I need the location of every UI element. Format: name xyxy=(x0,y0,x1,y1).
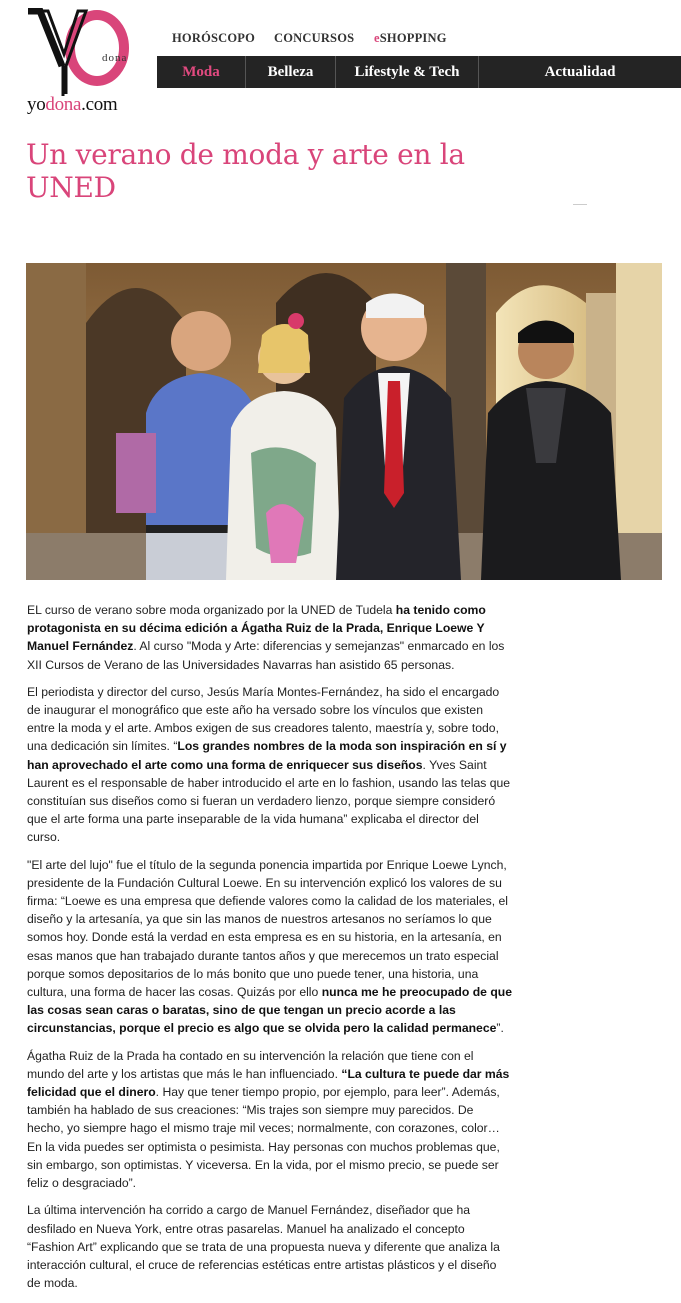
top-link-eshopping[interactable]: eSHOPPING xyxy=(374,31,447,45)
nav-item-lifestyle-tech[interactable]: Lifestyle & Tech xyxy=(336,56,479,88)
article-body xyxy=(27,601,512,1301)
site-logo[interactable] xyxy=(26,8,136,118)
nav-item-moda[interactable]: Moda xyxy=(157,56,246,88)
logo-site-name: yodona.com xyxy=(27,94,118,115)
divider xyxy=(573,204,587,205)
article-paragraph: "El arte del lujo" fue el título de la segunda ponencia impartida por Enrique Loewe Lynch, presidente de la Fundación Cultural Loewe. En su intervención explicó los valores de su firma: “Loewe es una empresa que defiende valores como la calidad de los materiales, el diseño y la artesanía, ya que sin las manos de nuestros artesanos no seríamos lo que somos hoy. Donde está la verdad en esta empresa es en su historia, en la artesanía, en esas manos que han trabajado durante tantos años y que merecemos un trato especial porque somos depositarios de lo más bonito que uno puede tener, una historia, una cultura, una forma de hacer las cosas. Quizás por ello nunca me he preocupado de que las cosas sean caras o baratas, sino de que tengan un precio acorde a las circunstancias, porque el precio es algo que se olvida pero la calidad permanece”. xyxy=(27,857,512,1036)
logo-dona-word: dona xyxy=(102,52,128,64)
top-links xyxy=(172,31,447,49)
nav-item-actualidad[interactable]: Actualidad xyxy=(544,63,616,80)
article-paragraph: La última intervención ha corrido a cargo de Manuel Fernández, diseñador que ha desfilado en Nueva York, entre otras pasarelas. Manuel ha analizado el concepto “Fashion Art” explicando que se trata de una propuesta nueva y diferente que analiza la interacción cultural, el cruce de referencias estéticas entre artistas plásticos y el diseño de moda. xyxy=(27,1203,500,1291)
article-photo xyxy=(26,263,662,580)
article-title: Un verano de moda y arte en la UNED xyxy=(26,138,465,204)
top-link-horoscopo[interactable]: HORÓSCOPO xyxy=(172,31,256,45)
main-nav xyxy=(157,56,681,88)
article-paragraph: El periodista y director del curso, Jesús María Montes-Fernández, ha sido el encargado de inaugurar el monográfico que este año ha versado sobre los vínculos que existen entre la moda y el arte. Ambos exigen de sus creadores talento, maestría y, sobre todo, una dedicación sin límites. “Los grandes nombres de la moda son inspiración en sí y han aprovechado el arte como una forma de enriquecer sus diseños. Yves Saint Laurent es el responsable de haber introducido el arte en lo fashion, usando las telas que constituían sus diseños como si fueran un verdadero lienzo, porque siempre consideró que el arte forma una parte inseparable de la vida humana” explicaba el director del curso. xyxy=(27,684,511,845)
top-link-concursos[interactable]: CONCURSOS xyxy=(274,31,355,45)
article-paragraph: EL curso de verano sobre moda organizado por la UNED de Tudela ha tenido como protagonista en su décima edición a Ágatha Ruiz de la Prada, Enrique Loewe Y Manuel Fernández. Al curso "Moda y Arte: diferencias y semejanzas" enmarcado en los XII Cursos de Verano de las Universidades Navarras han asistido 65 personas. xyxy=(27,603,505,672)
nav-item-belleza[interactable]: Belleza xyxy=(246,56,336,88)
article-paragraph: Ágatha Ruiz de la Prada ha contado en su intervención la relación que tiene con el mundo del arte y los artistas que más le han influenciado. “La cultura te puede dar más felicidad que el dinero. Hay que tener tiempo propio, por ejemplo, para leer”. Además, también ha hablado de sus creaciones: “Mis trajes son siempre muy parecidos. De hecho, yo siempre hago el mismo traje mil veces; normalmente, con corazones, color…En la vida puedes ser optimista o pesimista. Hay personas con muchos problemas que, sin embargo, son optimistas. Y viceversa. En la vida, por el mismo precio, se puede ser feliz o desgraciado”. xyxy=(27,1048,510,1191)
